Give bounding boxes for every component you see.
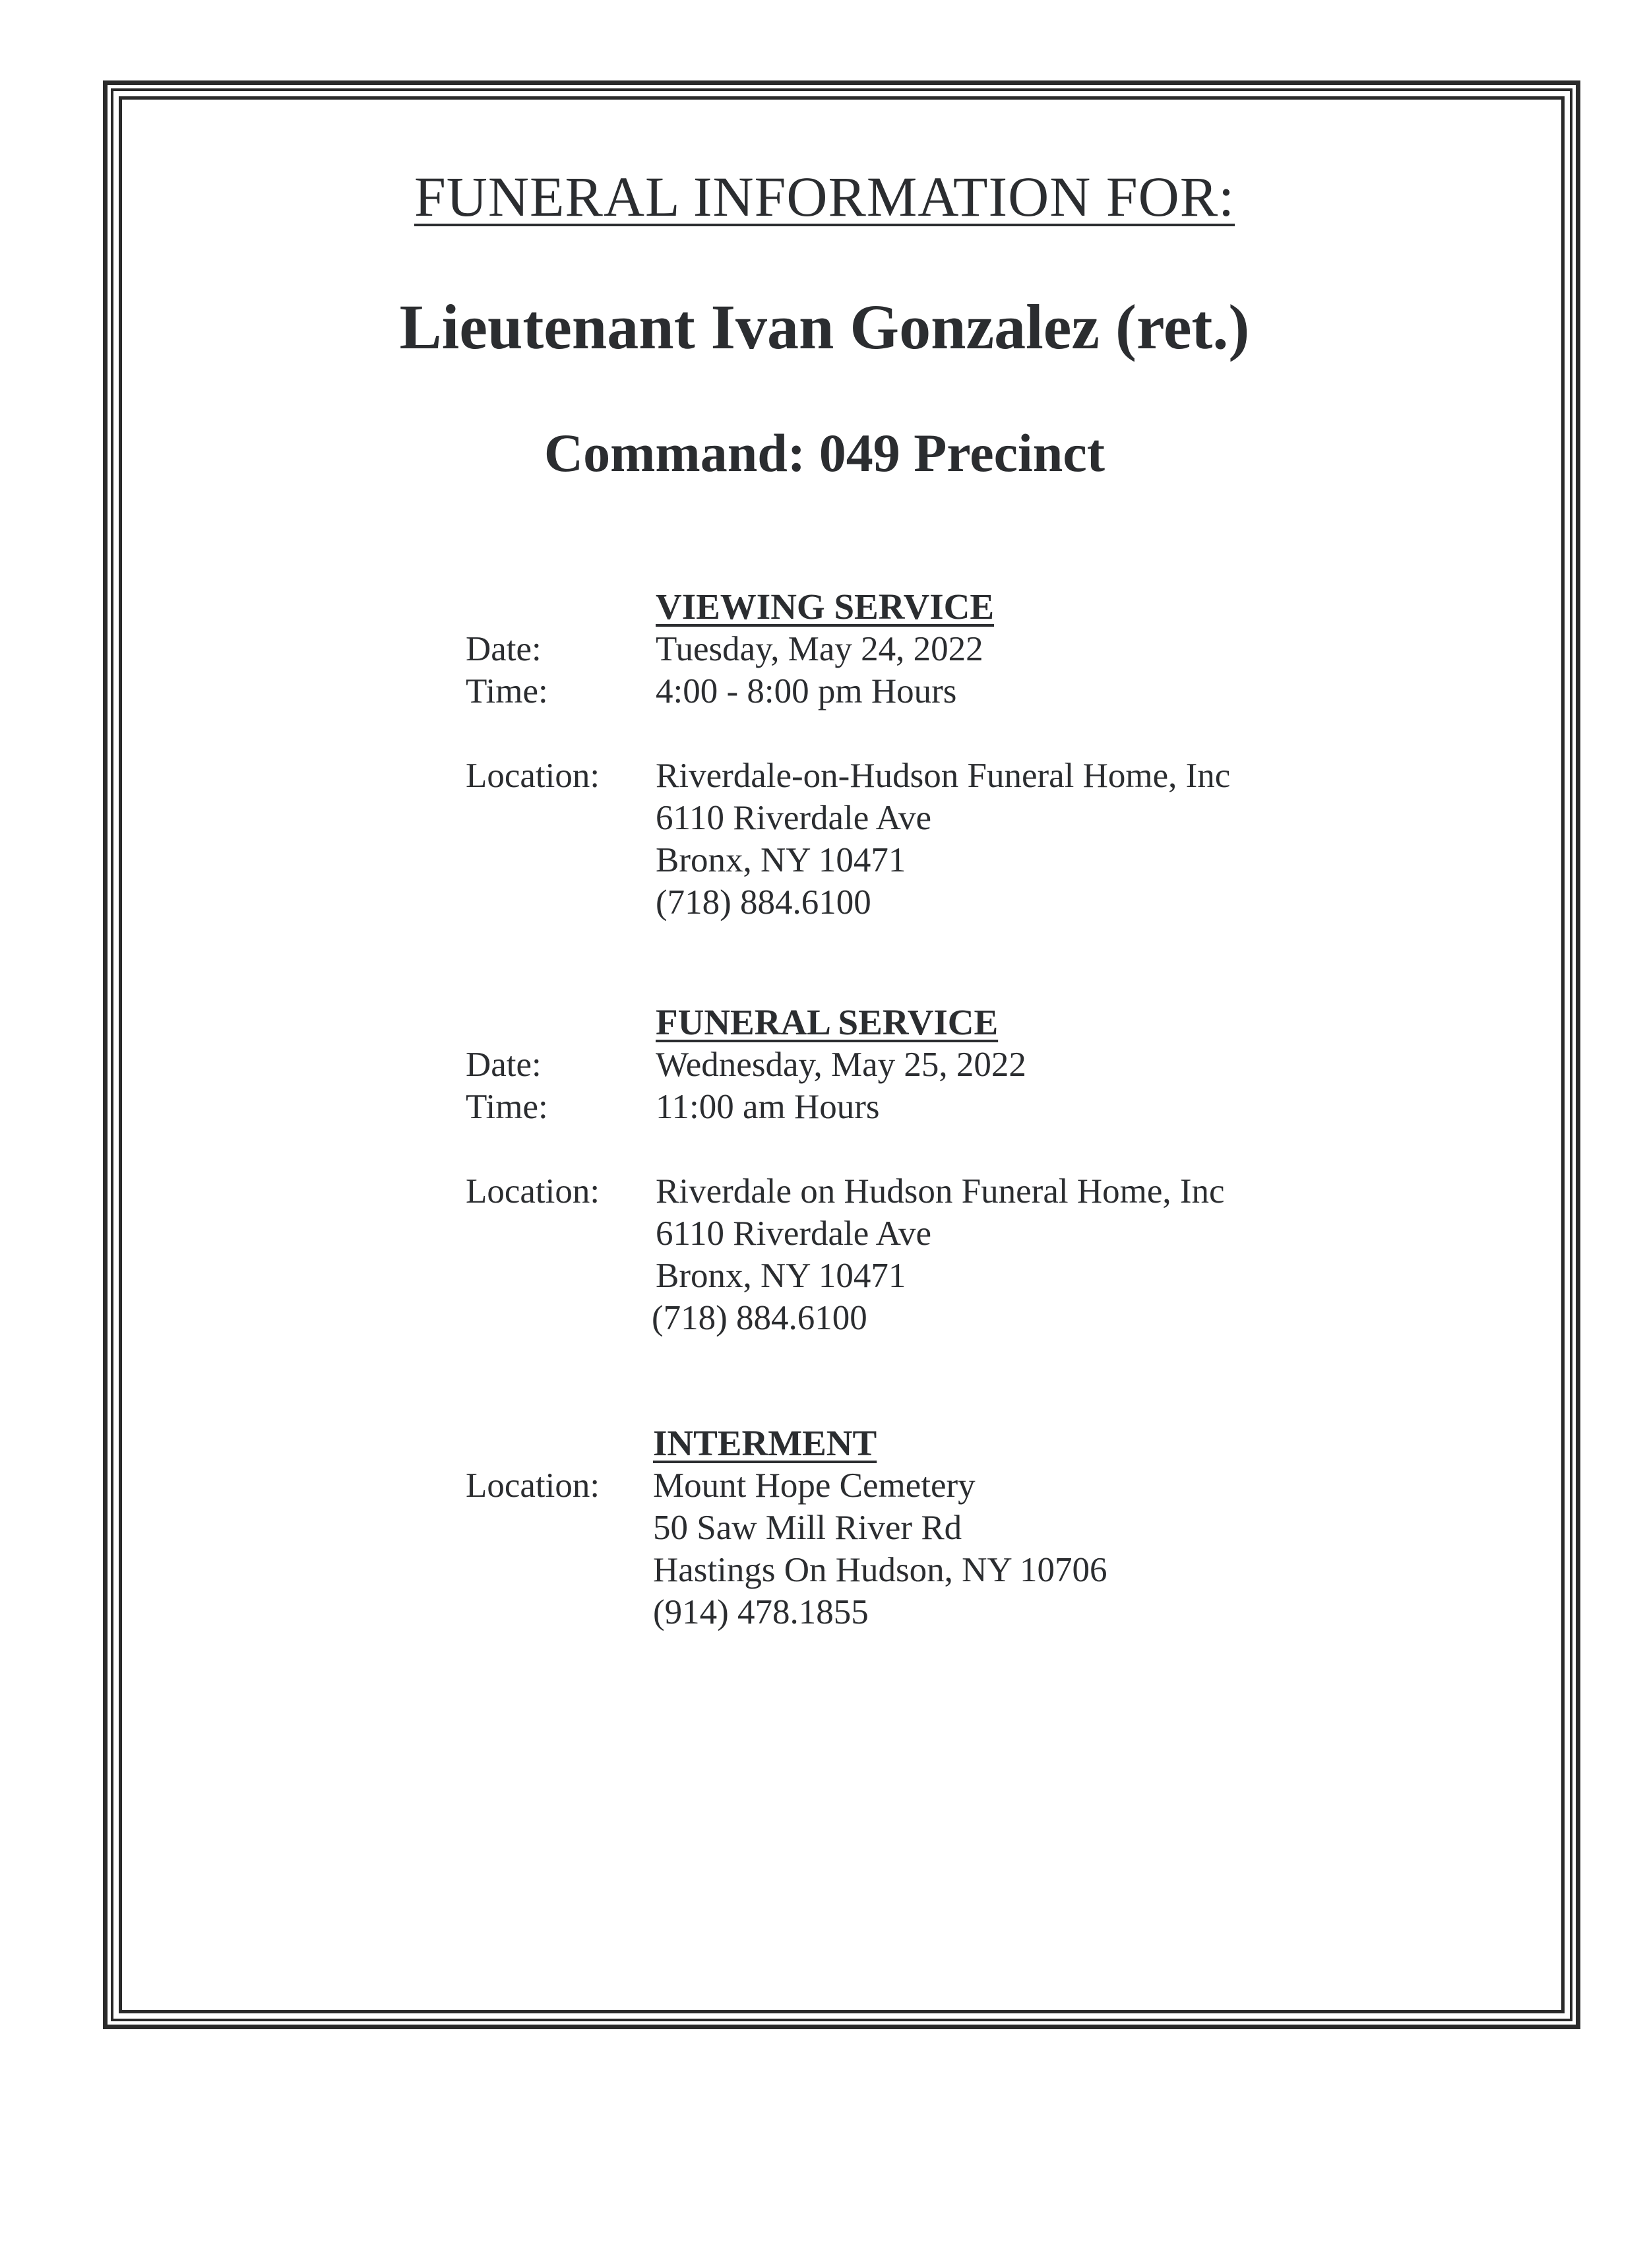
interment-location-line: (914) 478.1855: [653, 1593, 869, 1631]
viewing-location-line: Bronx, NY 10471: [656, 841, 906, 879]
document-title: FUNERAL INFORMATION FOR:: [414, 165, 1235, 228]
funeral-time: 11:00 am Hours: [656, 1088, 880, 1126]
viewing-location-line: (718) 884.6100: [656, 883, 871, 922]
viewing-time: 4:00 - 8:00 pm Hours: [656, 672, 957, 710]
viewing-service-title: VIEWING SERVICE: [656, 586, 995, 627]
viewing-time-label: Time:: [466, 672, 548, 710]
viewing-location-line: 6110 Riverdale Ave: [656, 799, 931, 837]
interment-title: INTERMENT: [653, 1423, 877, 1463]
command-line: Command: 049 Precinct: [544, 423, 1105, 483]
funeral-service-title: FUNERAL SERVICE: [656, 1002, 999, 1042]
funeral-location-line: Riverdale on Hudson Funeral Home, Inc: [656, 1172, 1225, 1211]
funeral-location-line: 6110 Riverdale Ave: [656, 1214, 931, 1253]
funeral-date-label: Date:: [466, 1046, 542, 1084]
funeral-location-line: (718) 884.6100: [652, 1299, 867, 1337]
interment-location-line: 50 Saw Mill River Rd: [653, 1509, 962, 1547]
interment-location-label: Location:: [466, 1466, 600, 1505]
viewing-location-label: Location:: [466, 757, 600, 795]
funeral-location-line: Bronx, NY 10471: [656, 1257, 906, 1295]
deceased-name: Lieutenant Ivan Gonzalez (ret.): [399, 292, 1250, 362]
interment-location-line: Hastings On Hudson, NY 10706: [653, 1551, 1107, 1589]
viewing-location-line: Riverdale-on-Hudson Funeral Home, Inc: [656, 757, 1231, 795]
funeral-date: Wednesday, May 25, 2022: [656, 1046, 1026, 1084]
viewing-date-label: Date:: [466, 630, 542, 668]
funeral-time-label: Time:: [466, 1088, 548, 1126]
funeral-location-label: Location:: [466, 1172, 600, 1211]
viewing-date: Tuesday, May 24, 2022: [656, 630, 983, 668]
interment-location-line: Mount Hope Cemetery: [653, 1466, 976, 1505]
